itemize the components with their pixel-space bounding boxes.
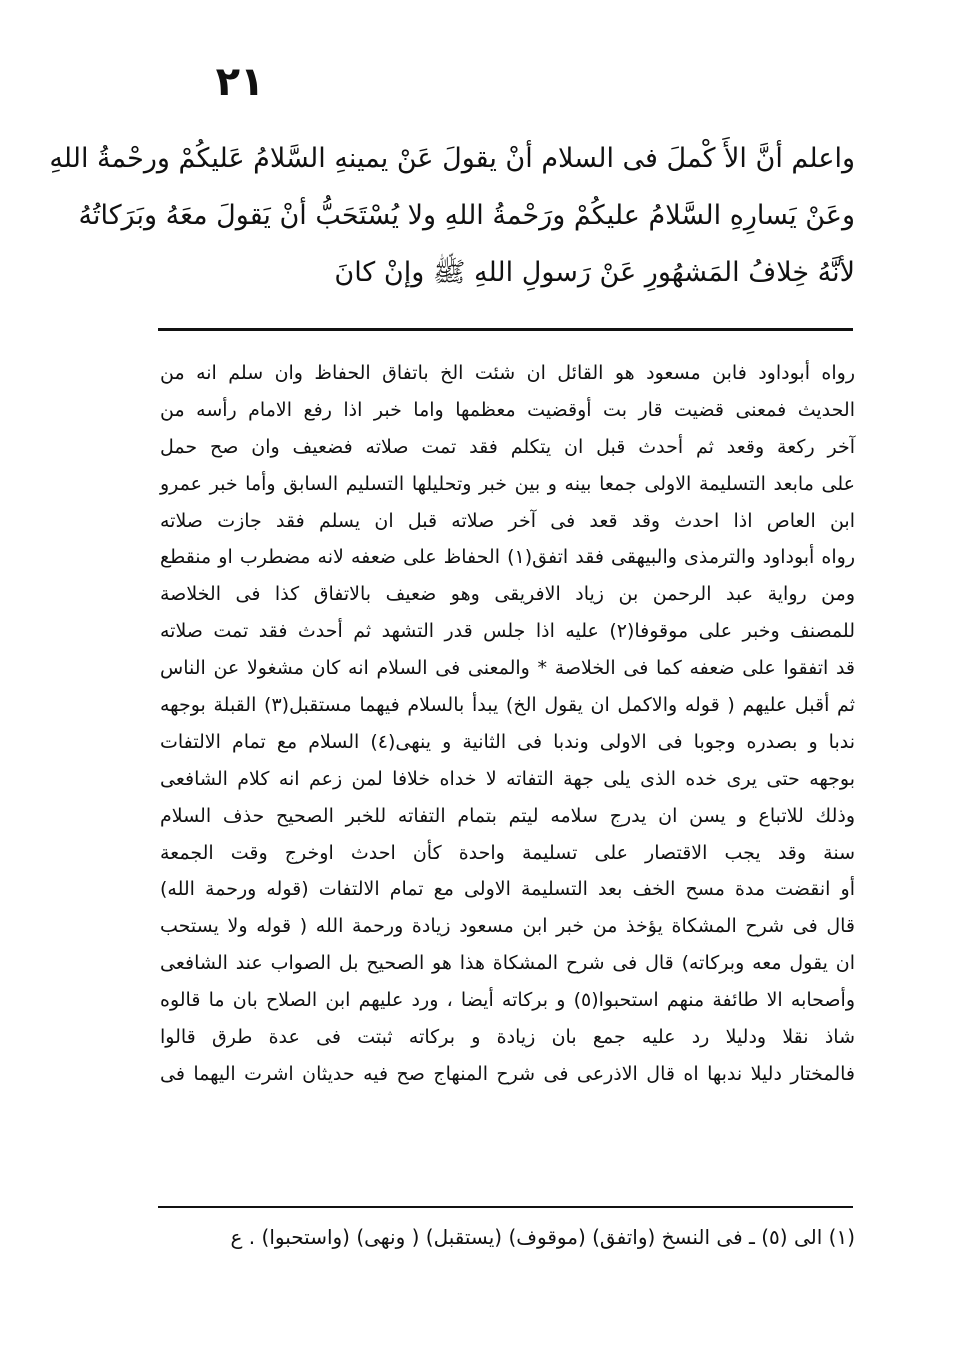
commentary-line: فالمختار دليلا ندبها اه قال الاذرعى فى شرح المنهاج صح فيه حديثان اشرت اليهما فى bbox=[160, 1062, 855, 1085]
commentary-line: سنة وقد يجب الاقتصار على تسليمة واحدة كأن احدث اوخرج وقت الجمعة bbox=[160, 841, 855, 864]
commentary-text bbox=[160, 355, 855, 1093]
main-text bbox=[49, 130, 855, 301]
commentary-line: على مابعد التسليمة الاولى جمعا بينه و بين خبر وتحليلها التسليم السابق وأما خبر عمرو bbox=[160, 472, 855, 495]
commentary-line: ندبا و بصدره وجوبا فى الاولى وندبا فى الثانية و ينهى(٤) السلام مع تمام الالتفات bbox=[160, 730, 856, 753]
main-text-line: لأنَّهُ خِلافُ المَشهُورِ عَنْ رَسولِ اللهِ ﷺ وإنْ كانَ bbox=[334, 257, 855, 288]
commentary-line: ثم أقبل عليهم ( قوله والاكمل ان يقول الخ) يبدأ بالسلام فيهما مستقبل(٣) القبلة بوجهه bbox=[160, 694, 855, 717]
commentary-line: ابن العاص اذا احدث وقد قعد فى آخر صلاته قبل ان يسلم فقد جازت صلاته bbox=[160, 509, 855, 532]
commentary-line: ان يقول معه وبركاته) قال فى شرح المشكاة هذا هو الصحيح بل الصواب عند الشافعى bbox=[160, 952, 855, 975]
commentary-line: رواه أبوداود فابن مسعود هو القائل ان شئت الخ باتفاق الحفاظ وان سلم انه من bbox=[160, 362, 855, 384]
main-text-line: واعلم أنَّ الأَ كْملَ فى السلام أنْ يقولَ عَنْ يمينهِ السَّلامُ عَليكُمْ ورحْمةُ اللهِ bbox=[49, 143, 855, 174]
commentary-line: للمصنف وخبر على موقوفا(٢) عليه اذا جلس قدر التشهد ثم أحدث فقد تمت صلاته bbox=[160, 620, 855, 643]
commentary-line: ومن رواية عبد الرحمن بن زياد الافريقى وهو ضعيف بالاتفاق كذا فى الخلاصة bbox=[160, 583, 855, 606]
commentary-line: وأصحابه الا طائفة منهم استحبوا(٥) و بركاته أيضا ، ورد عليهم ابن الصلاح بان ما قالوه bbox=[160, 989, 855, 1012]
commentary-line: آخر ركعة وقعد ثم أحدث قبل ان يتكلم فقد تمت صلاته فضعيف وان صح حمل bbox=[160, 435, 855, 458]
footnote-rule bbox=[158, 1206, 853, 1208]
commentary-line: الحديث فمعنى قضيت قار بت أوقضيت معظمها واما خبر اذا رفع الامام رأسه من bbox=[160, 398, 855, 421]
commentary-line: وذلك للاتباع و يسن ان يدرج سلامه ليتم بتمام التفاته للخبر الصحيح حذف السلام bbox=[160, 804, 855, 827]
commentary-line: أو انقضت مدة مسح الخف بعد التسليمة الاولى مع تمام الالتفات (قوله ورحمة الله) bbox=[160, 878, 855, 901]
footnote: (١) الى (٥) ـ فى النسخ (واتفق) (موقوف) (يستقبل) ( ونهى) (واستحبوا) . ع bbox=[230, 1225, 855, 1249]
commentary-line: شاذ نقلا ودليلا رد عليه جمع بان زيادة و بركاته ثبتت فى عدة طرق قالوا bbox=[160, 1026, 855, 1049]
separator-rule bbox=[158, 328, 853, 331]
commentary-line: رواه أبوداود والترمذى والبيهقى فقد اتفق(١) الحفاظ على ضعفه لانه مضطرب او منقطع bbox=[160, 546, 856, 569]
main-text-line: وعَنْ يَسارِهِ السَّلامُ عليكُمْ ورَحْمةُ اللهِ ولا يُسْتَحَبُّ أنْ يَقولَ معَهُ وبَرَكاتُهُ bbox=[78, 200, 855, 231]
commentary-line: قال فى شرح المشكاة يؤخذ من خبر ابن مسعود زيادة ورحمة الله ( قوله ولا يستحب bbox=[160, 915, 855, 938]
page-number: ٢١ bbox=[215, 59, 265, 105]
commentary-line: بوجهه حتى يرى خده الذى يلى جهة التفاته لا خداه خلافا لمن زعم انه كلام الشافعى bbox=[160, 767, 855, 790]
commentary-line: قد اتفقوا على ضعفه كما فى الخلاصة * والمعنى فى السلام انه كان مشغولا عن الناس bbox=[160, 657, 855, 680]
